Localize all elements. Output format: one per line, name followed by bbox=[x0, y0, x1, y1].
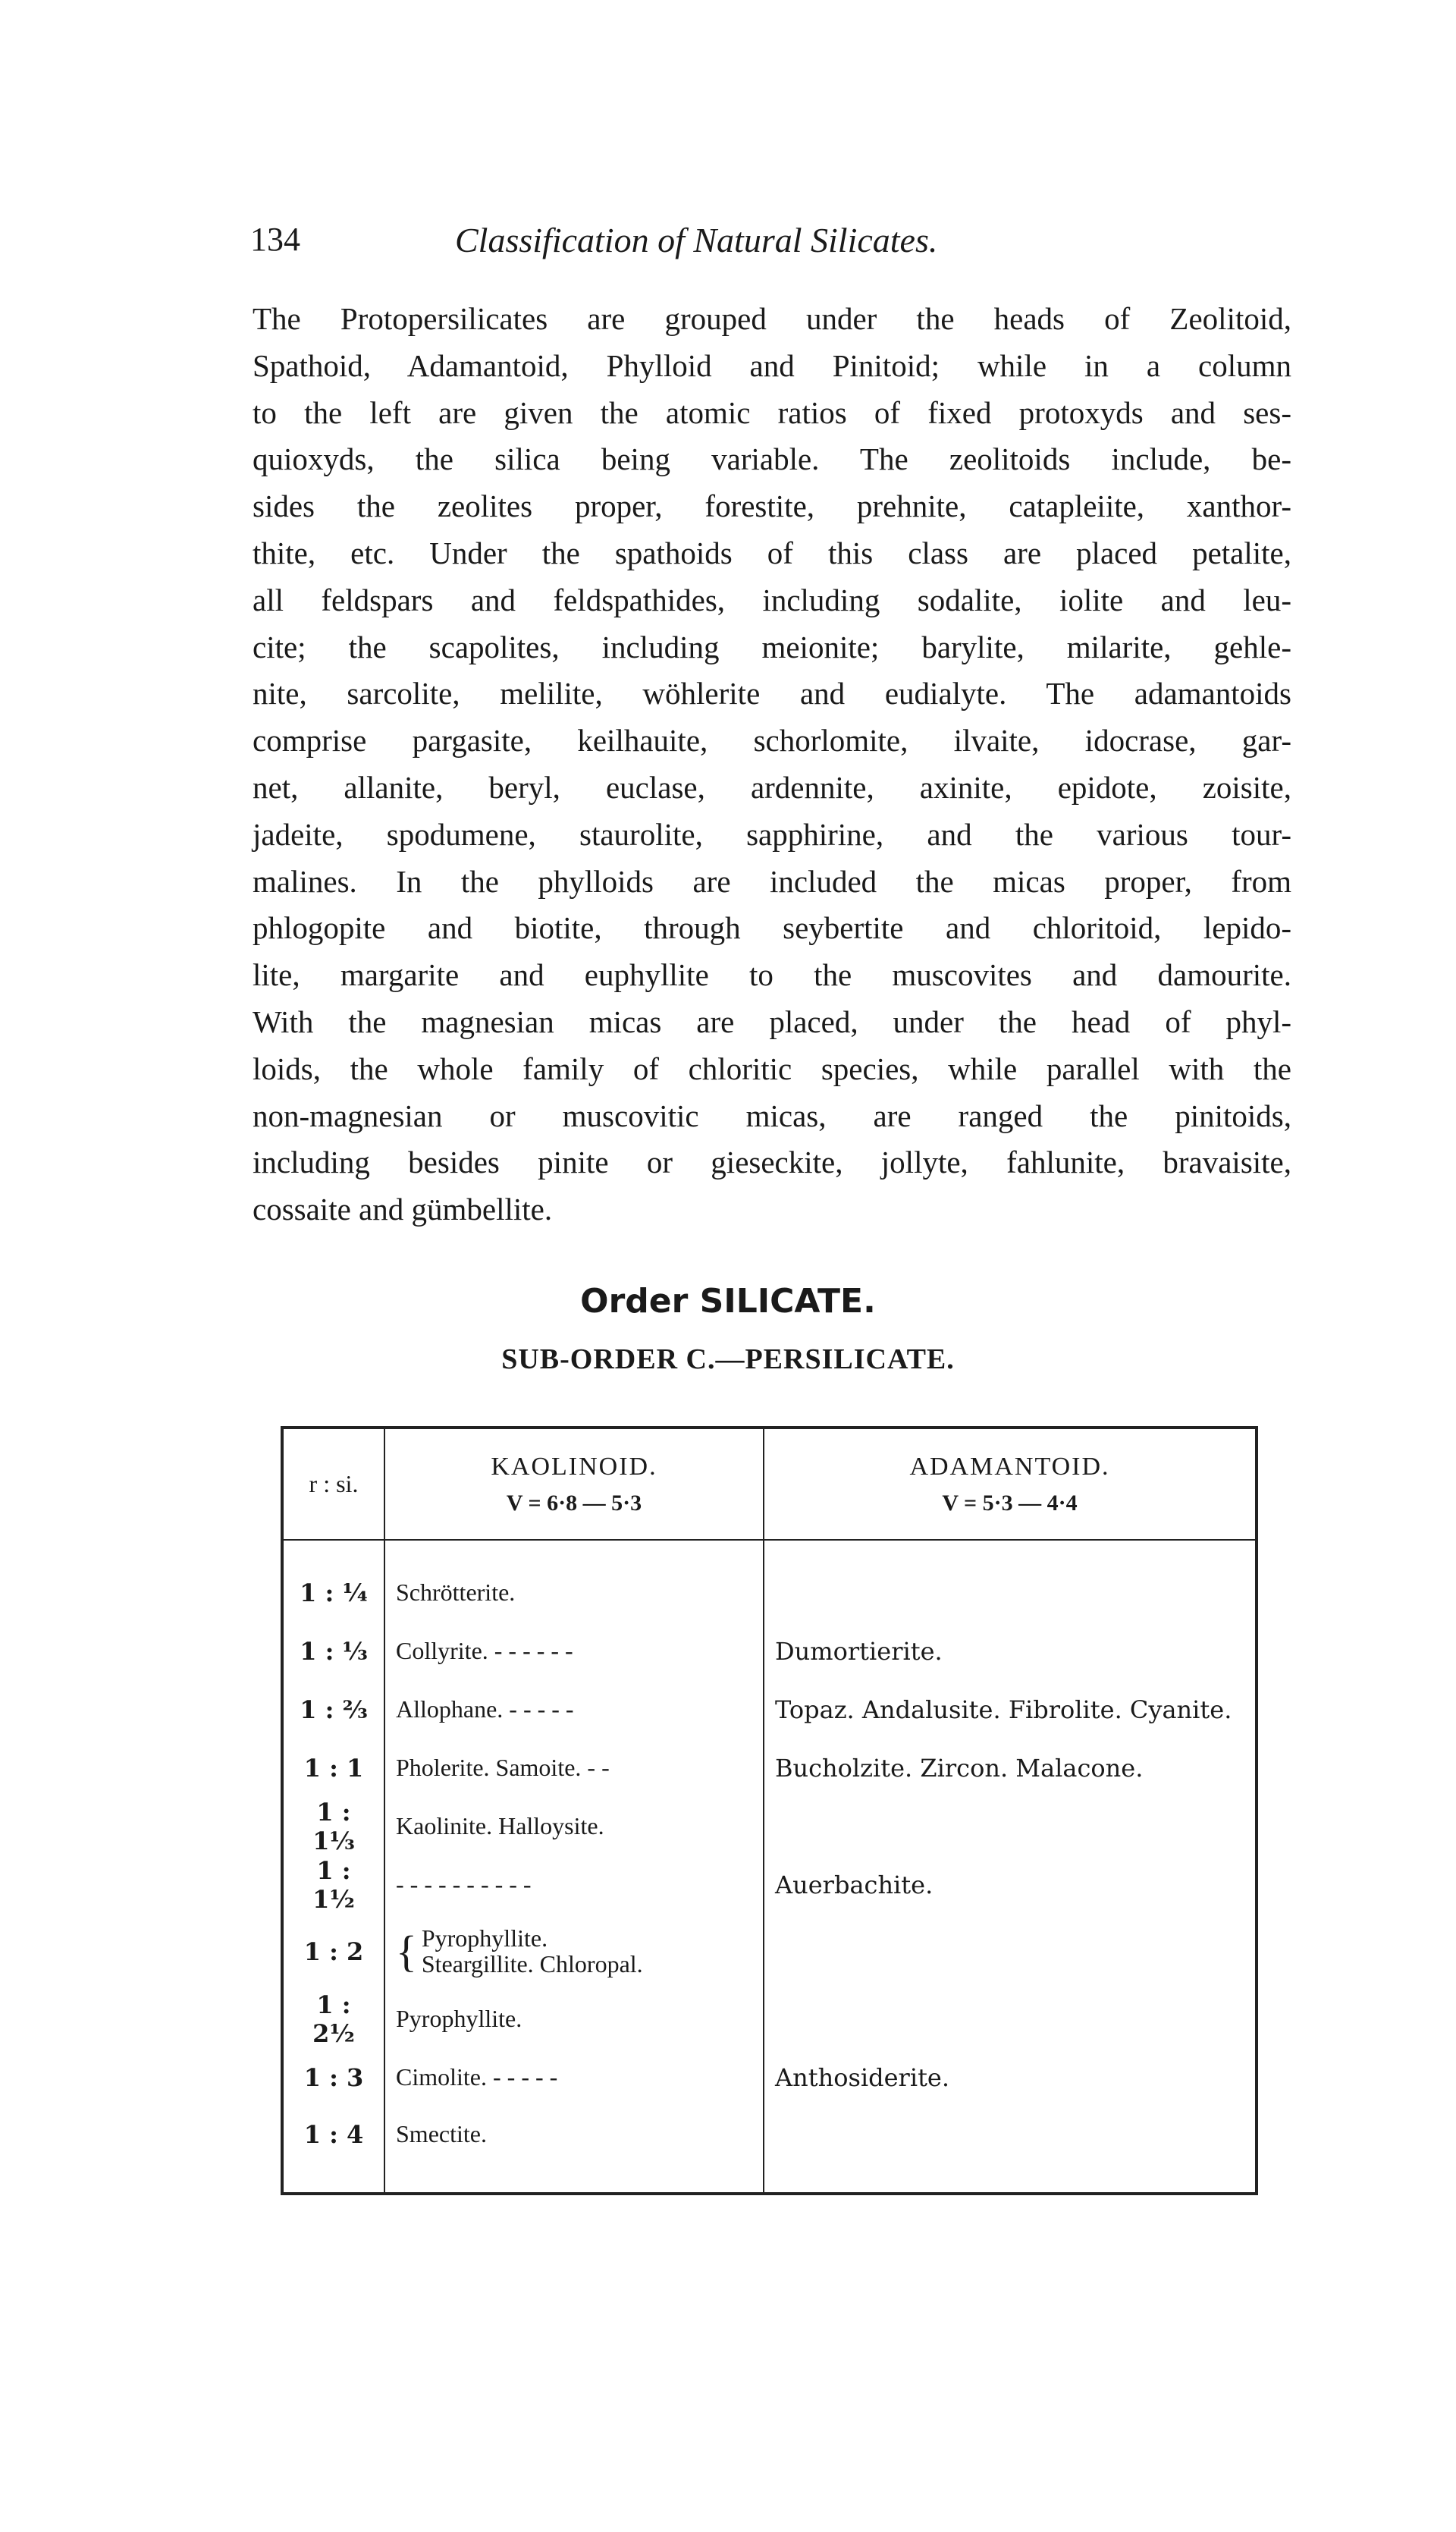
table-row bbox=[282, 1680, 1257, 1739]
table-row bbox=[282, 2048, 1257, 2106]
table-row bbox=[282, 1739, 1257, 1797]
text-line: The Protopersilicates are grouped under the heads of Zeolitoid, bbox=[253, 301, 1291, 336]
text-line: sides the zeolites proper, forestite, prehnite, catapleiite, xanthor- bbox=[253, 488, 1291, 524]
kaolinoid-cell: Pyrophyllite. bbox=[384, 1990, 764, 2048]
table-row bbox=[282, 1622, 1257, 1680]
table-header-row bbox=[282, 1428, 1257, 1540]
text-line: Spathoid, Adamantoid, Phylloid and Pinitoid; while in a column bbox=[253, 347, 1291, 383]
kaolinoid-column-header bbox=[384, 1428, 764, 1540]
text-line: phlogopite and biotite, through seybertite and chloritoid, lepido- bbox=[253, 910, 1291, 946]
ratio-cell: 1 : 1 bbox=[282, 1739, 384, 1797]
text-line: loids, the whole family of chloritic species, while parallel with the bbox=[253, 1051, 1291, 1086]
ratio-cell: 1 : 2 bbox=[282, 1914, 384, 1990]
classification-table-wrapper bbox=[281, 1426, 1255, 2367]
kaolinoid-line: Steargillite. Chloropal. bbox=[421, 1950, 643, 1978]
page-header bbox=[250, 220, 1107, 273]
text-line: quioxyds, the silica being variable. The zeolitoids include, be- bbox=[253, 441, 1291, 477]
table-row bbox=[282, 1990, 1257, 2048]
ratio-cell: 1 : 1⅓ bbox=[282, 1797, 384, 1855]
kaolinoid-formula: V = 6·8 — 5·3 bbox=[506, 1490, 642, 1516]
classification-table bbox=[281, 1426, 1258, 2195]
text-line: net, allanite, beryl, euclase, ardennite, axinite, epidote, zoisite, bbox=[253, 769, 1291, 805]
kaolinoid-cell: Allophane. - - - - - bbox=[384, 1680, 764, 1739]
text-line: all feldspars and feldspathides, including sodalite, iolite and leu- bbox=[253, 582, 1291, 617]
text-line: cite; the scapolites, including meionite; barylite, milarite, gehle- bbox=[253, 629, 1291, 664]
adamantoid-formula: V = 5·3 — 4·4 bbox=[942, 1490, 1078, 1516]
ratio-column-header: r : si. bbox=[282, 1428, 384, 1540]
ratio-cell: 1 : ⅓ bbox=[282, 1622, 384, 1680]
adamantoid-cell: Bucholzite. Zircon. Malacone. bbox=[764, 1739, 1257, 1797]
text-line: including besides pinite or gieseckite, jollyte, fahlunite, bravaisite, bbox=[253, 1145, 1291, 1180]
adamantoid-cell: Dumortierite. bbox=[764, 1622, 1257, 1680]
adamantoid-cell bbox=[764, 1540, 1257, 1622]
brace-lines bbox=[422, 1926, 643, 1977]
adamantoid-column-header bbox=[764, 1428, 1257, 1540]
table-row bbox=[282, 1855, 1257, 1914]
kaolinoid-cell bbox=[384, 1914, 764, 1990]
table-row bbox=[282, 1540, 1257, 1622]
adamantoid-cell bbox=[764, 1914, 1257, 1990]
curly-brace-icon: { bbox=[396, 1927, 417, 1976]
table-row bbox=[282, 2106, 1257, 2194]
text-line: malines. In the phylloids are included the micas proper, from bbox=[253, 863, 1291, 899]
ratio-cell: 1 : 2½ bbox=[282, 1990, 384, 2048]
adamantoid-cell: Auerbachite. bbox=[764, 1855, 1257, 1914]
suborder-title: SUB-ORDER C.—PERSILICATE. bbox=[501, 1343, 955, 1375]
ratio-cell: 1 : ⅔ bbox=[282, 1680, 384, 1739]
page-number: 134 bbox=[250, 221, 300, 258]
table-row bbox=[282, 1797, 1257, 1855]
ratio-cell: 1 : 4 bbox=[282, 2106, 384, 2194]
running-head: Classification of Natural Silicates. bbox=[455, 221, 938, 259]
text-line: cossaite and gümbellite. bbox=[253, 1192, 553, 1227]
text-line: With the magnesian micas are placed, under the head of phyl- bbox=[253, 1004, 1291, 1039]
text-line: non-magnesian or muscovitic micas, are ranged the pinitoids, bbox=[253, 1098, 1291, 1133]
adamantoid-cell: Anthosiderite. bbox=[764, 2048, 1257, 2106]
kaolinoid-header-label: KAOLINOID. bbox=[491, 1452, 657, 1481]
kaolinoid-line: Pyrophyllite. bbox=[421, 1924, 548, 1952]
kaolinoid-cell: Smectite. bbox=[384, 2106, 764, 2194]
text-line: thite, etc. Under the spathoids of this class are placed petalite, bbox=[253, 535, 1291, 570]
adamantoid-cell: Topaz. Andalusite. Fibrolite. Cyanite. bbox=[764, 1680, 1257, 1739]
brace-group bbox=[396, 1926, 752, 1977]
adamantoid-cell bbox=[764, 1797, 1257, 1855]
text-line: to the left are given the atomic ratios of fixed protoxyds and ses- bbox=[253, 394, 1291, 430]
ratio-cell: 1 : 1½ bbox=[282, 1855, 384, 1914]
text-line: comprise pargasite, keilhauite, schorlomite, ilvaite, idocrase, gar- bbox=[253, 723, 1291, 759]
adamantoid-header-label: ADAMANTOID. bbox=[909, 1452, 1110, 1481]
table-row bbox=[282, 1914, 1257, 1990]
order-title: Order SILICATE. bbox=[580, 1282, 876, 1321]
ratio-cell: 1 : 3 bbox=[282, 2048, 384, 2106]
text-line: lite, margarite and euphyllite to the muscovites and damourite. bbox=[253, 957, 1291, 993]
kaolinoid-cell: Collyrite. - - - - - - bbox=[384, 1622, 764, 1680]
adamantoid-cell bbox=[764, 2106, 1257, 2194]
kaolinoid-cell: Pholerite. Samoite. - - bbox=[384, 1739, 764, 1797]
ratio-cell: 1 : ¼ bbox=[282, 1540, 384, 1622]
adamantoid-cell bbox=[764, 1990, 1257, 2048]
kaolinoid-cell: Cimolite. - - - - - bbox=[384, 2048, 764, 2106]
kaolinoid-cell: Schrötterite. bbox=[384, 1540, 764, 1622]
text-line: jadeite, spodumene, staurolite, sapphirine, and the various tour- bbox=[253, 816, 1291, 852]
kaolinoid-cell: - - - - - - - - - - bbox=[384, 1855, 764, 1914]
body-paragraph bbox=[253, 296, 1291, 1233]
kaolinoid-cell: Kaolinite. Halloysite. bbox=[384, 1797, 764, 1855]
text-line: nite, sarcolite, melilite, wöhlerite and eudialyte. The adamantoids bbox=[253, 676, 1291, 712]
